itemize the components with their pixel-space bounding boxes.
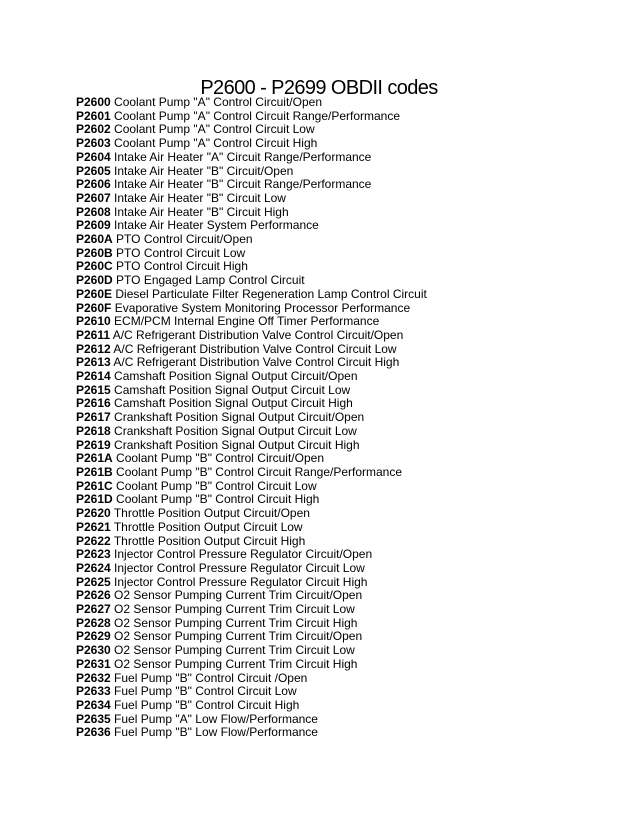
- dtc-code: P2605: [76, 163, 111, 178]
- dtc-description: O2 Sensor Pumping Current Trim Circuit/Open: [114, 629, 363, 644]
- dtc-description: Coolant Pump "B" Control Circuit/Open: [116, 451, 324, 466]
- list-item: [76, 343, 427, 357]
- dtc-description: Injector Control Pressure Regulator Circuit/Open: [114, 547, 373, 562]
- dtc-description: O2 Sensor Pumping Current Trim Circuit/Open: [114, 588, 363, 603]
- list-item: [76, 110, 427, 124]
- dtc-code: P2636: [76, 725, 111, 740]
- list-item: [76, 425, 427, 439]
- page-title: P2600 - P2699 OBDII codes: [200, 77, 438, 99]
- dtc-code: P2617: [76, 410, 111, 425]
- dtc-description: Throttle Position Output Circuit High: [113, 533, 306, 548]
- list-item: [76, 178, 427, 192]
- dtc-code: P260F: [76, 300, 112, 315]
- dtc-description: Intake Air Heater "B" Circuit/Open: [114, 163, 294, 178]
- dtc-code: P261A: [76, 451, 113, 466]
- dtc-code: P2613: [76, 355, 111, 370]
- dtc-code: P2608: [76, 204, 111, 219]
- list-item: [76, 123, 427, 137]
- dtc-code: P260A: [76, 232, 113, 247]
- dtc-code: P2607: [76, 190, 111, 205]
- dtc-description: PTO Control Circuit High: [116, 259, 248, 274]
- dtc-code: P2603: [76, 136, 111, 151]
- dtc-description: Intake Air Heater "B" Circuit Range/Performance: [114, 177, 372, 192]
- dtc-code: P2602: [76, 122, 111, 137]
- dtc-code: P261D: [76, 492, 113, 507]
- dtc-code: P2611: [76, 327, 111, 342]
- list-item: [76, 452, 427, 466]
- dtc-description: Fuel Pump "A" Low Flow/Performance: [114, 711, 318, 726]
- dtc-description: O2 Sensor Pumping Current Trim Circuit High: [114, 656, 358, 671]
- list-item: [76, 151, 427, 165]
- list-item: [76, 658, 427, 672]
- dtc-code: P2600: [76, 95, 111, 109]
- dtc-description: Coolant Pump "B" Control Circuit Range/Performance: [116, 464, 403, 479]
- dtc-code: P2626: [76, 588, 111, 603]
- list-item: [76, 589, 427, 603]
- list-item: [76, 603, 427, 617]
- dtc-description: A/C Refrigerant Distribution Valve Control Circuit Low: [113, 341, 397, 356]
- list-item: [76, 672, 427, 686]
- dtc-code: P2609: [76, 218, 111, 233]
- dtc-code: P261C: [76, 478, 113, 493]
- dtc-code: P260E: [76, 286, 113, 301]
- dtc-description: O2 Sensor Pumping Current Trim Circuit Low: [114, 643, 355, 658]
- list-item: [76, 206, 427, 220]
- dtc-description: Throttle Position Output Circuit/Open: [113, 506, 310, 521]
- list-item: [76, 521, 427, 535]
- dtc-description: Diesel Particulate Filter Regeneration Lamp Control Circuit: [115, 286, 427, 301]
- dtc-code: P2619: [76, 437, 111, 452]
- list-item: [76, 685, 427, 699]
- list-item: [76, 493, 427, 507]
- dtc-description: Injector Control Pressure Regulator Circuit High: [114, 574, 368, 589]
- dtc-code: P260B: [76, 245, 113, 260]
- dtc-code: P2630: [76, 643, 111, 658]
- list-item: [76, 233, 427, 247]
- list-item: [76, 247, 427, 261]
- dtc-code: P2634: [76, 697, 111, 712]
- list-item: [76, 165, 427, 179]
- list-item: [76, 384, 427, 398]
- dtc-code: P2629: [76, 629, 111, 644]
- dtc-code: P2621: [76, 519, 111, 534]
- list-item: [76, 630, 427, 644]
- dtc-code: P2623: [76, 547, 111, 562]
- dtc-code: P2601: [76, 108, 111, 123]
- list-item: [76, 699, 427, 713]
- dtc-description: Injector Control Pressure Regulator Circuit Low: [114, 560, 365, 575]
- dtc-code: P2622: [76, 533, 111, 548]
- list-item: [76, 219, 427, 233]
- list-item: [76, 397, 427, 411]
- list-item: [76, 535, 427, 549]
- list-item: [76, 466, 427, 480]
- list-item: [76, 260, 427, 274]
- dtc-code: P2631: [76, 656, 111, 671]
- dtc-description: Coolant Pump "A" Control Circuit Range/Performance: [114, 108, 401, 123]
- dtc-code: P2616: [76, 396, 111, 411]
- dtc-description: Intake Air Heater System Performance: [114, 218, 319, 233]
- list-item: [76, 617, 427, 631]
- dtc-description: Evaporative System Monitoring Processor Performance: [114, 300, 411, 315]
- dtc-code: P2604: [76, 149, 111, 164]
- dtc-description: O2 Sensor Pumping Current Trim Circuit Low: [114, 602, 355, 617]
- dtc-code: P260D: [76, 273, 113, 288]
- list-item: [76, 507, 427, 521]
- dtc-code: P2628: [76, 615, 111, 630]
- dtc-code: P2625: [76, 574, 111, 589]
- dtc-description: A/C Refrigerant Distribution Valve Control Circuit High: [113, 355, 400, 370]
- dtc-description: Crankshaft Position Signal Output Circuit Low: [114, 423, 357, 438]
- dtc-code: P2635: [76, 711, 111, 726]
- dtc-description: Coolant Pump "A" Control Circuit/Open: [114, 95, 322, 109]
- dtc-code: P2606: [76, 177, 111, 192]
- dtc-description: Fuel Pump "B" Control Circuit Low: [114, 684, 297, 699]
- dtc-code: P2620: [76, 506, 111, 521]
- list-item: [76, 370, 427, 384]
- list-item: [76, 548, 427, 562]
- dtc-code: P2632: [76, 670, 111, 685]
- dtc-code: P2614: [76, 369, 111, 384]
- dtc-code: P2612: [76, 341, 111, 356]
- dtc-code: P261B: [76, 464, 113, 479]
- dtc-description: Intake Air Heater "B" Circuit High: [114, 204, 289, 219]
- code-list: [76, 96, 427, 740]
- list-item: [76, 356, 427, 370]
- dtc-description: Camshaft Position Signal Output Circuit Low: [114, 382, 351, 397]
- list-item: [76, 726, 427, 740]
- dtc-code: P260C: [76, 259, 113, 274]
- dtc-description: Fuel Pump "B" Control Circuit /Open: [114, 670, 308, 685]
- dtc-description: Coolant Pump "B" Control Circuit High: [116, 492, 320, 507]
- dtc-description: A/C Refrigerant Distribution Valve Control Circuit/Open: [112, 327, 404, 342]
- list-item: [76, 576, 427, 590]
- dtc-description: PTO Control Circuit/Open: [116, 232, 253, 247]
- dtc-description: PTO Control Circuit Low: [116, 245, 246, 260]
- dtc-description: Coolant Pump "B" Control Circuit Low: [116, 478, 317, 493]
- dtc-description: Fuel Pump "B" Low Flow/Performance: [114, 725, 318, 740]
- dtc-description: PTO Engaged Lamp Control Circuit: [116, 273, 305, 288]
- dtc-code: P2610: [76, 314, 111, 329]
- dtc-description: O2 Sensor Pumping Current Trim Circuit High: [114, 615, 358, 630]
- list-item: [76, 644, 427, 658]
- list-item: [76, 315, 427, 329]
- list-item: [76, 302, 427, 316]
- list-item: [76, 96, 427, 110]
- dtc-description: Crankshaft Position Signal Output Circuit/Open: [114, 410, 365, 425]
- dtc-code: P2627: [76, 602, 111, 617]
- list-item: [76, 192, 427, 206]
- list-item: [76, 480, 427, 494]
- dtc-description: Intake Air Heater "B" Circuit Low: [114, 190, 286, 205]
- dtc-description: Fuel Pump "B" Control Circuit High: [114, 697, 300, 712]
- dtc-description: Coolant Pump "A" Control Circuit High: [114, 136, 318, 151]
- dtc-description: ECM/PCM Internal Engine Off Timer Performance: [114, 314, 380, 329]
- list-item: [76, 274, 427, 288]
- dtc-code: P2633: [76, 684, 111, 699]
- list-item: [76, 288, 427, 302]
- dtc-description: Camshaft Position Signal Output Circuit/Open: [114, 369, 358, 384]
- list-item: [76, 439, 427, 453]
- list-item: [76, 562, 427, 576]
- list-item: [76, 411, 427, 425]
- dtc-description: Camshaft Position Signal Output Circuit High: [114, 396, 353, 411]
- list-item: [76, 137, 427, 151]
- dtc-description: Throttle Position Output Circuit Low: [113, 519, 303, 534]
- dtc-description: Coolant Pump "A" Control Circuit Low: [114, 122, 315, 137]
- list-item: [76, 713, 427, 727]
- dtc-code: P2624: [76, 560, 111, 575]
- list-item: [76, 329, 427, 343]
- dtc-description: Intake Air Heater "A" Circuit Range/Performance: [114, 149, 372, 164]
- dtc-code: P2618: [76, 423, 111, 438]
- dtc-code: P2615: [76, 382, 111, 397]
- dtc-description: Crankshaft Position Signal Output Circuit High: [114, 437, 360, 452]
